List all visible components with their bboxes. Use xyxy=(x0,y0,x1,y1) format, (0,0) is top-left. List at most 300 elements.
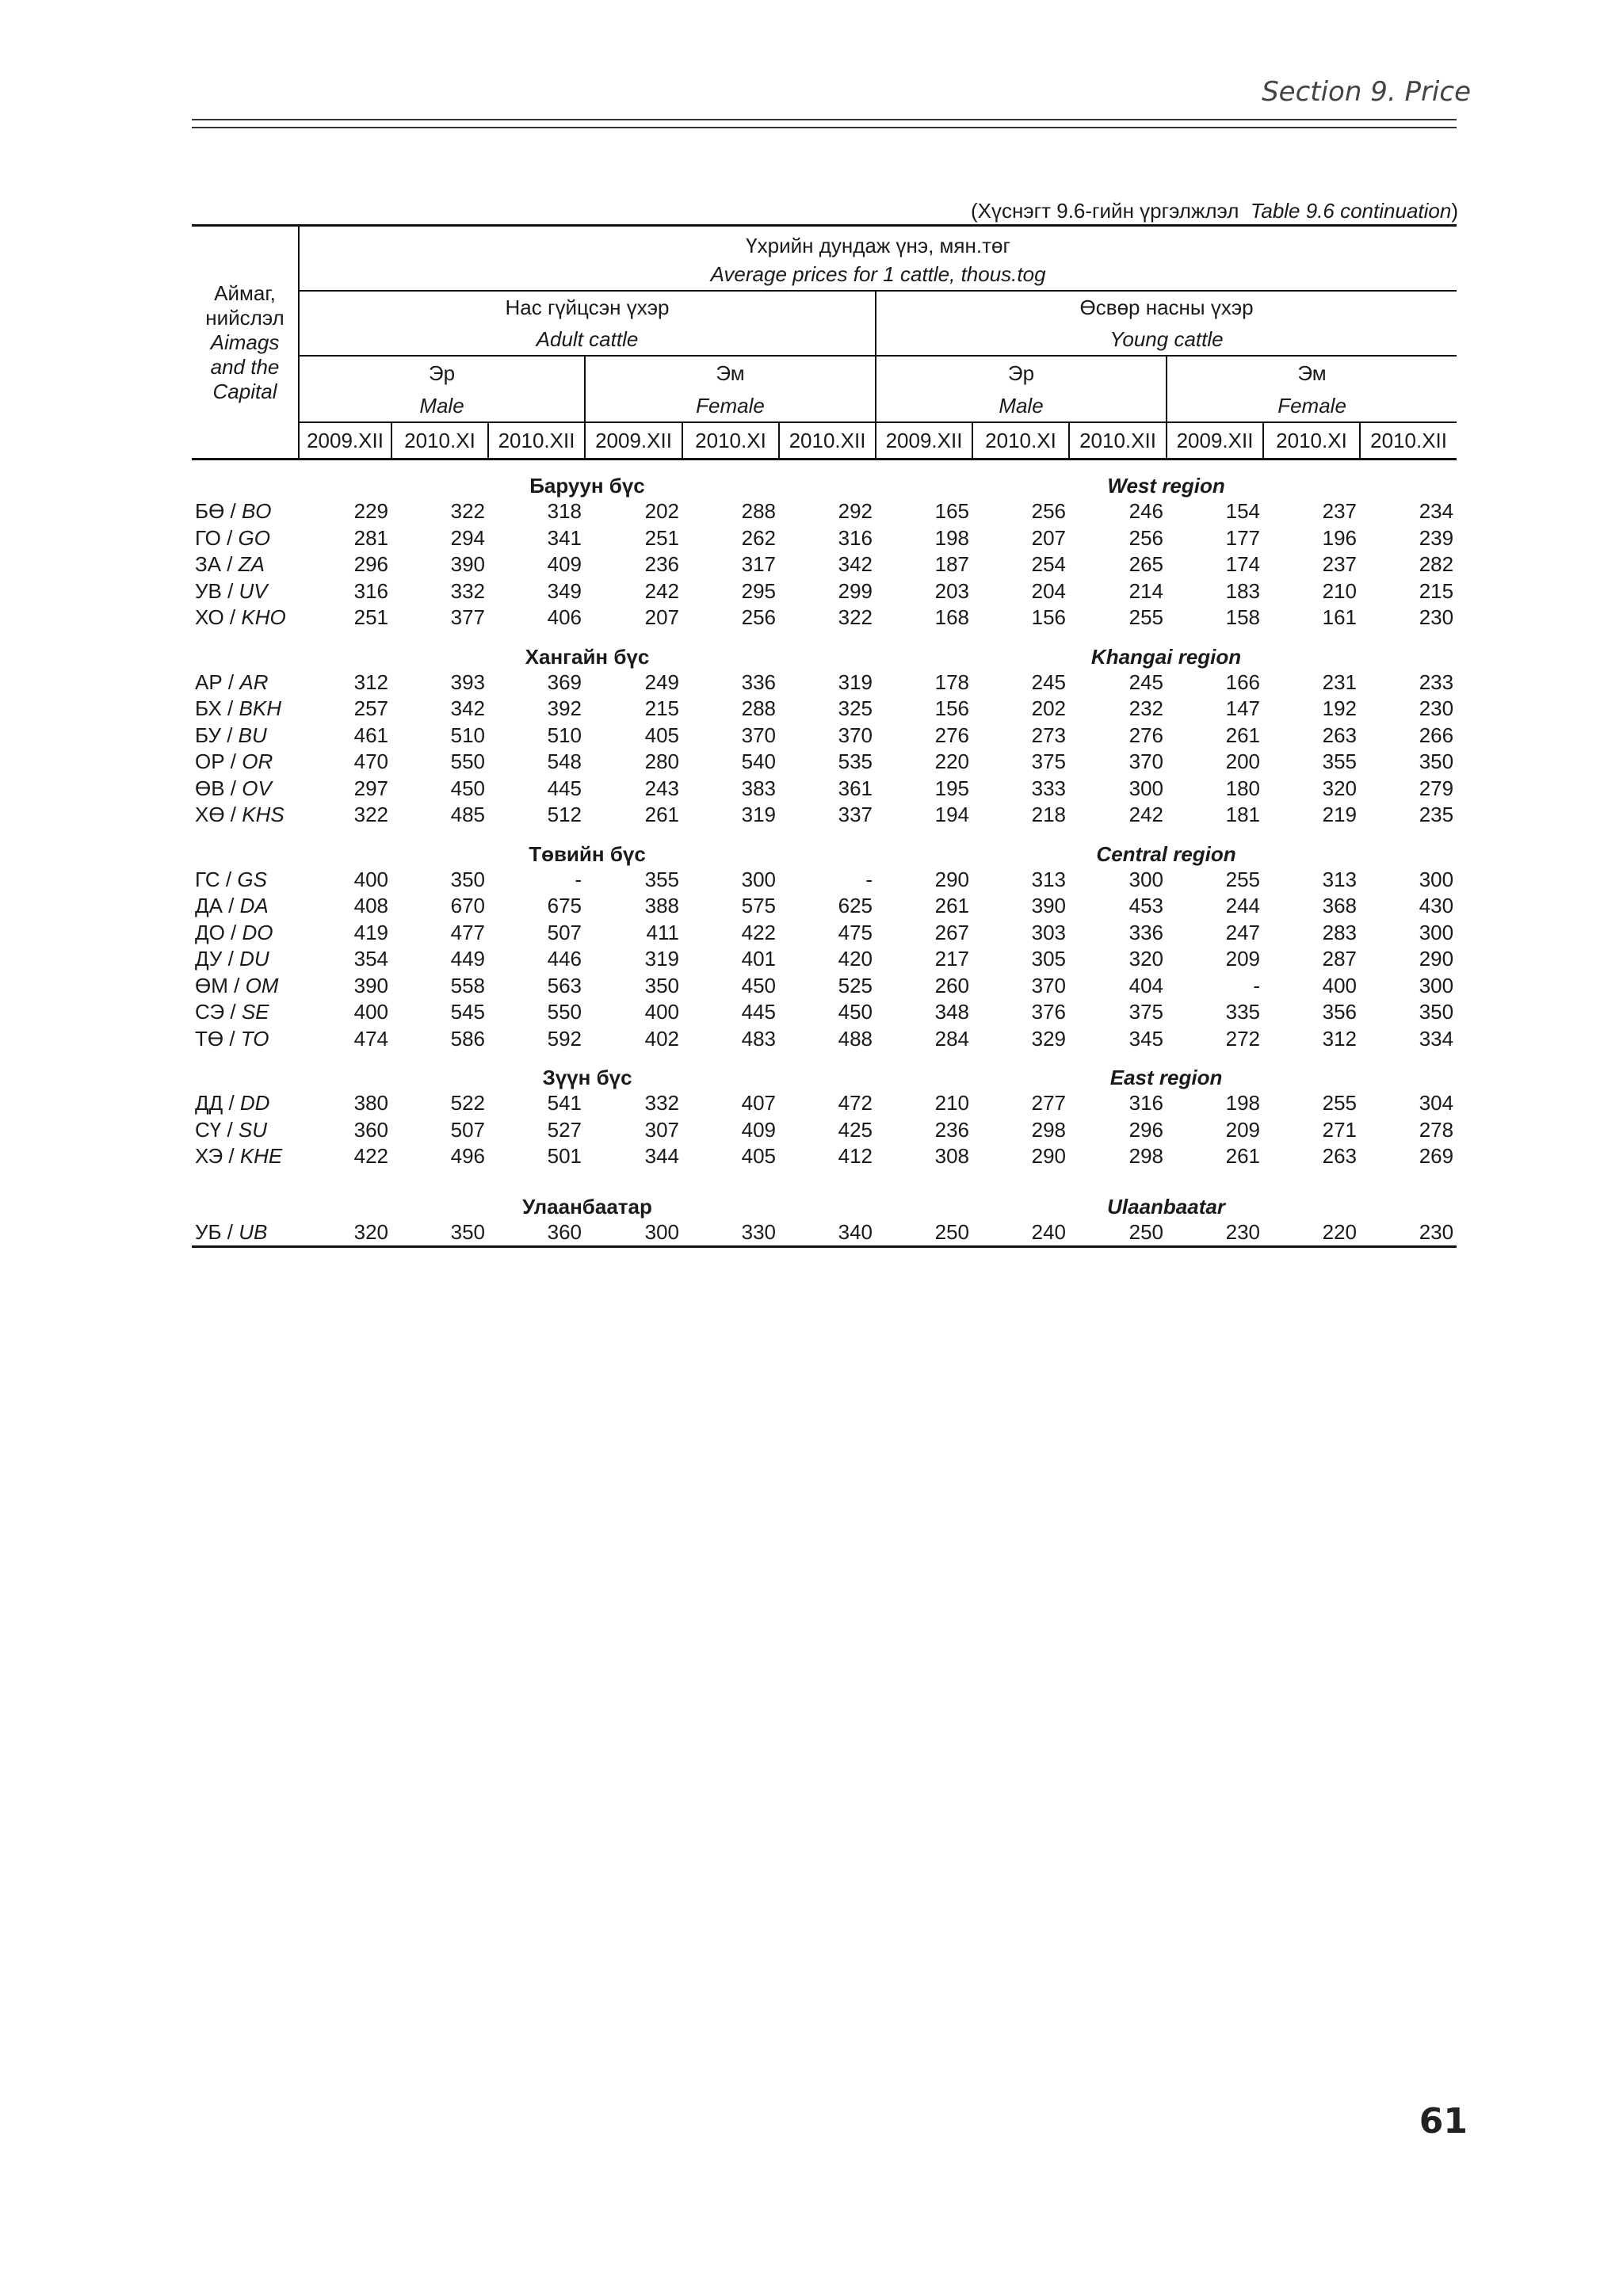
table-cell: 332 xyxy=(644,1091,679,1116)
table-cell: 322 xyxy=(353,803,388,827)
table-cell: 422 xyxy=(741,920,776,944)
table-cell: 370 xyxy=(838,723,873,747)
aimag-code xyxy=(192,749,299,776)
table-cell: 294 xyxy=(450,525,485,550)
table-cell: 261 xyxy=(1225,1144,1260,1169)
aimag-code-en: DD xyxy=(239,1091,270,1116)
continuation-prefix: (Хүснэгт 9.6-гийн үргэлжлэл xyxy=(971,199,1239,223)
table-row xyxy=(192,776,1457,803)
table-cell: 198 xyxy=(1225,1091,1260,1116)
table-cell: 300 xyxy=(741,867,776,891)
table-cell: 187 xyxy=(934,552,969,577)
aimag-code xyxy=(192,802,299,829)
table-cell: 348 xyxy=(934,1000,969,1024)
table-cell: - xyxy=(1253,973,1260,997)
table-cell: 290 xyxy=(1031,1144,1066,1169)
spacer xyxy=(192,1170,1457,1191)
table-cell: 177 xyxy=(1225,525,1260,550)
table-cell: 256 xyxy=(741,605,776,630)
aimag-code-mn: СҮ / xyxy=(195,1117,239,1142)
table-cell: 290 xyxy=(1419,947,1454,971)
table-cell: 156 xyxy=(1031,605,1066,630)
region-row xyxy=(192,641,1457,669)
table-cell: 319 xyxy=(644,947,679,971)
aimag-code-en: OV xyxy=(242,776,272,800)
table-cell: 483 xyxy=(741,1026,776,1051)
table-cell: 230 xyxy=(1360,1219,1457,1247)
table-row xyxy=(192,1219,1457,1247)
table-cell: 161 xyxy=(1322,605,1357,630)
title-en: Average prices for 1 cattle, thous.tog xyxy=(299,258,1457,291)
table-cell: 243 xyxy=(644,776,679,800)
aimag-code-en: OM xyxy=(245,973,279,997)
table-row xyxy=(192,749,1457,776)
aimag-code-mn: ГО / xyxy=(195,525,239,550)
table-cell: 350 xyxy=(644,973,679,997)
table-cell: 525 xyxy=(838,973,873,997)
table-cell: 340 xyxy=(779,1219,876,1247)
table-cell: 207 xyxy=(644,605,679,630)
aimag-code-en: GS xyxy=(237,867,267,891)
aimag-code xyxy=(192,867,299,894)
aimag-code-mn: БХ / xyxy=(195,696,239,721)
table-cell: 354 xyxy=(353,947,388,971)
table-row xyxy=(192,1090,1457,1117)
table-cell: 215 xyxy=(644,696,679,721)
aimag-code xyxy=(192,1219,299,1247)
table-cell: 194 xyxy=(934,803,969,827)
table-cell: 232 xyxy=(1128,696,1163,721)
table-cell: 271 xyxy=(1322,1117,1357,1142)
spacer xyxy=(192,631,1457,641)
table-cell: 203 xyxy=(934,578,969,603)
table-row xyxy=(192,867,1457,894)
group-adult-mn: Нас гүйцсэн үхэр xyxy=(299,291,876,323)
table-cell: 474 xyxy=(353,1026,388,1051)
table-cell: 404 xyxy=(1128,973,1163,997)
table-cell: 215 xyxy=(1419,578,1454,603)
aimag-code-mn: АР / xyxy=(195,669,240,694)
table-cell: 475 xyxy=(838,920,873,944)
aimag-code-mn: ӨВ / xyxy=(195,776,242,800)
table-cell: 318 xyxy=(547,499,582,524)
table-cell: 319 xyxy=(741,803,776,827)
table-row xyxy=(192,525,1457,552)
table-cell: 563 xyxy=(547,973,582,997)
year-header: 2009.XII xyxy=(585,422,682,460)
aimag-code-mn: БУ / xyxy=(195,723,239,747)
table-cell: 195 xyxy=(934,776,969,800)
aimag-code xyxy=(192,578,299,605)
region-stub xyxy=(192,838,299,867)
table-cell: 296 xyxy=(353,552,388,577)
table-cell: 409 xyxy=(547,552,582,577)
region-name-en: Khangai region xyxy=(1090,644,1242,669)
spacer xyxy=(192,829,1457,838)
table-cell: 496 xyxy=(450,1144,485,1169)
table-cell: 355 xyxy=(1322,749,1357,774)
table-cell: 409 xyxy=(741,1117,776,1142)
table-cell: 250 xyxy=(876,1219,972,1247)
aimag-code xyxy=(192,1026,299,1053)
table-cell: 383 xyxy=(741,776,776,800)
region-name-en: West region xyxy=(1107,474,1225,498)
table-cell: 218 xyxy=(1031,803,1066,827)
table-cell: 207 xyxy=(1031,525,1066,550)
section-title: Section 9. Price xyxy=(1262,76,1471,108)
year-header: 2010.XI xyxy=(1263,422,1360,460)
continuation-suffix: ) xyxy=(1451,199,1458,223)
table-cell: 237 xyxy=(1322,499,1357,524)
table-cell: 279 xyxy=(1419,776,1454,800)
table-cell: 368 xyxy=(1322,894,1357,918)
table-cell: 356 xyxy=(1322,1000,1357,1024)
table-cell: 255 xyxy=(1128,605,1163,630)
region-name-en: Ulaanbaatar xyxy=(1107,1194,1225,1219)
table-cell: 422 xyxy=(353,1144,388,1169)
table-cell: 298 xyxy=(1031,1117,1066,1142)
table-cell: 249 xyxy=(644,669,679,694)
table-cell: 337 xyxy=(838,803,873,827)
table-cell: 304 xyxy=(1419,1091,1454,1116)
table-cell: 196 xyxy=(1322,525,1357,550)
table-cell: 255 xyxy=(1322,1091,1357,1116)
table-row xyxy=(192,802,1457,829)
table-cell: 300 xyxy=(1419,973,1454,997)
table-cell: 299 xyxy=(838,578,873,603)
region-row xyxy=(192,1191,1457,1219)
table-cell: 361 xyxy=(838,776,873,800)
table-cell: 370 xyxy=(1128,749,1163,774)
table-cell: 349 xyxy=(547,578,582,603)
region-name-mn: Зүүн бүс xyxy=(542,1066,632,1089)
table-row xyxy=(192,946,1457,973)
table-cell: 236 xyxy=(644,552,679,577)
aimag-code-mn: УБ / xyxy=(195,1219,239,1244)
table-cell: 256 xyxy=(1031,499,1066,524)
stub-mn1: Аймаг, xyxy=(214,280,276,305)
table-cell: 548 xyxy=(547,749,582,774)
table-cell: 450 xyxy=(450,776,485,800)
table-cell: 210 xyxy=(1322,578,1357,603)
table-cell: 445 xyxy=(547,776,582,800)
table-cell: 377 xyxy=(450,605,485,630)
table-cell: 296 xyxy=(1128,1117,1163,1142)
year-header: 2010.XI xyxy=(682,422,779,460)
table-cell: 350 xyxy=(391,1219,488,1247)
sub-young-male-mn: Эр xyxy=(876,356,1167,390)
region-stub xyxy=(192,1062,299,1090)
region-row xyxy=(192,470,1457,498)
table-cell: 154 xyxy=(1225,499,1260,524)
table-cell: 470 xyxy=(353,749,388,774)
table-cell: 334 xyxy=(1419,1026,1454,1051)
table-cell: 204 xyxy=(1031,578,1066,603)
table-cell: 202 xyxy=(644,499,679,524)
table-cell: 336 xyxy=(741,669,776,694)
table-cell: 237 xyxy=(1322,552,1357,577)
table-cell: 156 xyxy=(934,696,969,721)
table-cell: 510 xyxy=(450,723,485,747)
aimag-code-en: TO xyxy=(240,1026,269,1051)
table-cell: 507 xyxy=(547,920,582,944)
group-young-en: Young cattle xyxy=(876,323,1457,356)
table-cell: 260 xyxy=(934,973,969,997)
region-row xyxy=(192,838,1457,867)
table-cell: 298 xyxy=(1128,1144,1163,1169)
table-cell: 320 xyxy=(1128,947,1163,971)
aimag-code-en: DO xyxy=(242,920,273,944)
table-cell: 322 xyxy=(450,499,485,524)
table-row xyxy=(192,973,1457,1000)
table-cell: 510 xyxy=(547,723,582,747)
sub-adult-female-en: Female xyxy=(585,390,876,422)
table-cell: 392 xyxy=(547,696,582,721)
sub-adult-male-mn: Эр xyxy=(299,356,585,390)
table-row xyxy=(192,669,1457,696)
continuation-en: Table 9.6 continuation xyxy=(1250,199,1452,223)
table-cell: 292 xyxy=(838,499,873,524)
table-cell: 390 xyxy=(450,552,485,577)
table-cell: 425 xyxy=(838,1117,873,1142)
year-header: 2010.XII xyxy=(488,422,585,460)
table-row xyxy=(192,498,1457,525)
spacer xyxy=(192,1052,1457,1062)
table-cell: 312 xyxy=(353,669,388,694)
stub-en2: and the xyxy=(210,354,280,379)
table-cell: 174 xyxy=(1225,552,1260,577)
region-name-mn: Төвийн бүс xyxy=(529,841,646,866)
table-cell: 411 xyxy=(646,920,679,944)
table-cell: 305 xyxy=(1031,947,1066,971)
aimag-code-mn: ЗА / xyxy=(195,552,239,577)
aimag-code-mn: ДД / xyxy=(195,1091,240,1116)
table-cell: 329 xyxy=(1031,1026,1066,1051)
sub-young-female-mn: Эм xyxy=(1167,356,1457,390)
table-cell: 376 xyxy=(1031,1000,1066,1024)
table-cell: 214 xyxy=(1128,578,1163,603)
stub-header xyxy=(192,226,299,460)
table-cell: 276 xyxy=(1128,723,1163,747)
table-cell: 231 xyxy=(1322,669,1357,694)
aimag-code-en: KHS xyxy=(242,803,285,827)
table-cell: 235 xyxy=(1419,803,1454,827)
table-cell: 251 xyxy=(644,525,679,550)
table-cell: 370 xyxy=(1031,973,1066,997)
aimag-code-mn: ХЭ / xyxy=(195,1144,240,1169)
table-cell: 405 xyxy=(644,723,679,747)
table-cell: 344 xyxy=(644,1144,679,1169)
aimag-code xyxy=(192,946,299,973)
table-cell: 360 xyxy=(488,1219,585,1247)
table-cell: 375 xyxy=(1128,1000,1163,1024)
aimag-code-en: BO xyxy=(241,499,272,524)
table-cell: 380 xyxy=(353,1091,388,1116)
aimag-code xyxy=(192,551,299,578)
table-cell: 180 xyxy=(1225,776,1260,800)
aimag-code xyxy=(192,1117,299,1144)
table-cell: 282 xyxy=(1419,552,1454,577)
aimag-code xyxy=(192,1143,299,1170)
table-cell: 242 xyxy=(1128,803,1163,827)
table-cell: 390 xyxy=(353,973,388,997)
table-cell: 592 xyxy=(547,1026,582,1051)
region-stub xyxy=(192,1191,299,1219)
table-cell: 246 xyxy=(1128,499,1163,524)
sub-young-female-en: Female xyxy=(1167,390,1457,422)
table-cell: 575 xyxy=(741,894,776,918)
table-cell: 453 xyxy=(1128,894,1163,918)
table-cell: 400 xyxy=(353,1000,388,1024)
table-cell: 406 xyxy=(547,605,582,630)
table-cell: 183 xyxy=(1225,578,1260,603)
aimag-code-en: SE xyxy=(241,1000,269,1024)
table-cell: 220 xyxy=(934,749,969,774)
table-cell: 278 xyxy=(1419,1117,1454,1142)
region-name-en: Central region xyxy=(1096,841,1236,866)
table-cell: 360 xyxy=(353,1117,388,1142)
table-cell: 240 xyxy=(972,1219,1069,1247)
table-cell: 300 xyxy=(1128,776,1163,800)
table-cell: 333 xyxy=(1031,776,1066,800)
table-cell: 312 xyxy=(1322,1026,1357,1051)
table-cell: 202 xyxy=(1031,696,1066,721)
aimag-code-en: AR xyxy=(239,669,269,694)
table-cell: 220 xyxy=(1263,1219,1360,1247)
sub-adult-female-mn: Эм xyxy=(585,356,876,390)
table-cell: 297 xyxy=(353,776,388,800)
table-cell: 229 xyxy=(353,499,388,524)
table-cell: 234 xyxy=(1419,499,1454,524)
table-cell: 450 xyxy=(838,1000,873,1024)
group-adult-en: Adult cattle xyxy=(299,323,876,356)
aimag-code-mn: БӨ / xyxy=(195,499,242,524)
table-cell: 308 xyxy=(934,1144,969,1169)
aimag-code xyxy=(192,776,299,803)
table-cell: 313 xyxy=(1031,867,1066,891)
table-cell: 178 xyxy=(934,669,969,694)
table-cell: 388 xyxy=(644,894,679,918)
aimag-code xyxy=(192,498,299,525)
header-rule-top xyxy=(192,119,1457,120)
table-cell: 400 xyxy=(644,1000,679,1024)
table-cell: 336 xyxy=(1128,920,1163,944)
table-cell: 488 xyxy=(838,1026,873,1051)
table-cell: 461 xyxy=(353,723,388,747)
table-row xyxy=(192,578,1457,605)
year-header: 2009.XII xyxy=(1167,422,1263,460)
table-cell: 512 xyxy=(547,803,582,827)
table-cell: 217 xyxy=(934,947,969,971)
table-cell: 522 xyxy=(450,1091,485,1116)
table-cell: - xyxy=(865,867,873,891)
table-cell: 325 xyxy=(838,696,873,721)
table-cell: 283 xyxy=(1322,920,1357,944)
aimag-code-en: KHO xyxy=(241,605,286,630)
aimag-code-en: SU xyxy=(238,1117,268,1142)
table-cell: 401 xyxy=(741,947,776,971)
spacer xyxy=(192,460,1457,471)
region-stub xyxy=(192,470,299,498)
header-rule-bottom xyxy=(192,127,1457,128)
table-cell: 166 xyxy=(1225,669,1260,694)
table-row xyxy=(192,605,1457,631)
table-cell: 345 xyxy=(1128,1026,1163,1051)
cattle-price-table xyxy=(192,224,1457,1248)
table-row xyxy=(192,999,1457,1026)
table-cell: 242 xyxy=(644,578,679,603)
table-row xyxy=(192,920,1457,947)
table-row xyxy=(192,551,1457,578)
table-cell: 545 xyxy=(450,1000,485,1024)
table-cell: 400 xyxy=(1322,973,1357,997)
aimag-code xyxy=(192,973,299,1000)
table-cell: 393 xyxy=(450,669,485,694)
aimag-code-en: DU xyxy=(239,947,269,971)
table-cell: 535 xyxy=(838,749,873,774)
table-cell: 300 xyxy=(1128,867,1163,891)
table-cell: 245 xyxy=(1031,669,1066,694)
table-cell: 219 xyxy=(1322,803,1357,827)
table-cell: 254 xyxy=(1031,552,1066,577)
table-cell: 342 xyxy=(450,696,485,721)
aimag-code xyxy=(192,525,299,552)
table-cell: 261 xyxy=(1225,723,1260,747)
table-cell: 288 xyxy=(741,696,776,721)
region-row xyxy=(192,1062,1457,1090)
aimag-code-mn: ӨМ / xyxy=(195,973,246,997)
table-cell: 402 xyxy=(644,1026,679,1051)
year-header: 2010.XI xyxy=(391,422,488,460)
table-cell: 256 xyxy=(1128,525,1163,550)
table-cell: 261 xyxy=(644,803,679,827)
table-cell: 230 xyxy=(1419,605,1454,630)
page-number: 61 xyxy=(1419,2101,1468,2142)
table-cell: 335 xyxy=(1225,1000,1260,1024)
group-young-mn: Өсвөр насны үхэр xyxy=(876,291,1457,323)
year-header: 2010.XI xyxy=(972,422,1069,460)
aimag-code-en: GO xyxy=(238,525,270,550)
aimag-code-en: ZA xyxy=(238,552,265,577)
table-cell: 332 xyxy=(450,578,485,603)
aimag-code xyxy=(192,696,299,723)
table-cell: 342 xyxy=(838,552,873,577)
sub-adult-male-en: Male xyxy=(299,390,585,422)
year-header: 2009.XII xyxy=(876,422,972,460)
aimag-code-mn: ДА / xyxy=(195,894,240,918)
table-cell: 320 xyxy=(299,1219,391,1247)
table-cell: 273 xyxy=(1031,723,1066,747)
table-row xyxy=(192,1026,1457,1053)
table-cell: 670 xyxy=(450,894,485,918)
aimag-code xyxy=(192,669,299,696)
table-cell: 158 xyxy=(1225,605,1260,630)
table-continuation-note xyxy=(971,199,1458,223)
aimag-code-en: BKH xyxy=(239,696,281,721)
aimag-code-en: BU xyxy=(238,723,267,747)
table-cell: 277 xyxy=(1031,1091,1066,1116)
table-cell: 269 xyxy=(1419,1144,1454,1169)
table-cell: 250 xyxy=(1069,1219,1167,1247)
table-cell: 272 xyxy=(1225,1026,1260,1051)
table-cell: 210 xyxy=(934,1091,969,1116)
region-stub xyxy=(192,641,299,669)
table-cell: 316 xyxy=(353,578,388,603)
table-cell: 317 xyxy=(741,552,776,577)
aimag-code xyxy=(192,605,299,631)
table-cell: 450 xyxy=(741,973,776,997)
aimag-code-mn: УВ / xyxy=(195,578,239,603)
